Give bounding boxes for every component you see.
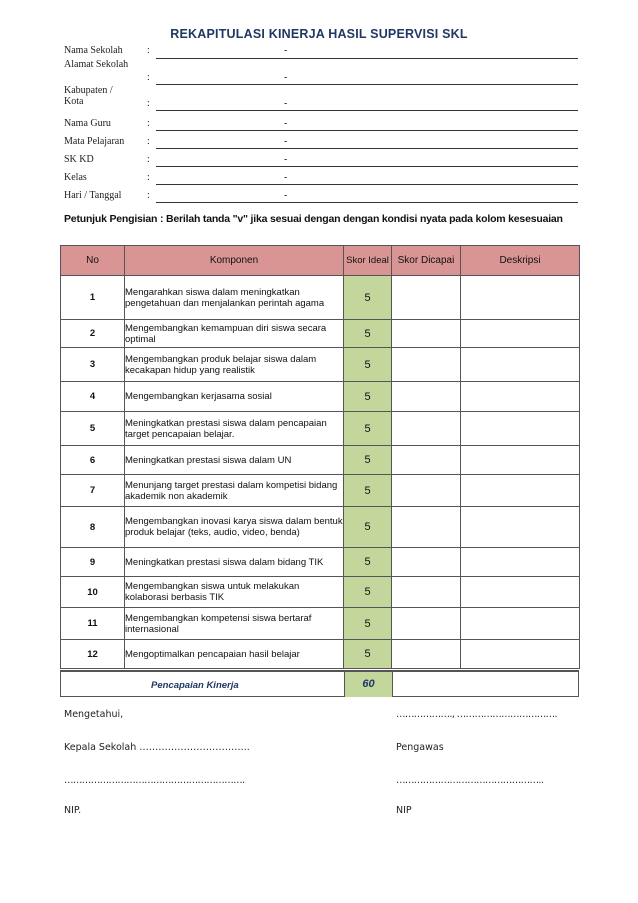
header-deskripsi: Deskripsi xyxy=(461,246,580,276)
row-no: 10 xyxy=(61,577,125,608)
row-komponen: Mengarahkan siswa dalam meningkatkan pengetahuan dan menjalankan perintah agama xyxy=(125,276,344,320)
table-row xyxy=(61,640,580,669)
row-deskripsi-cell[interactable] xyxy=(461,382,580,412)
signature-left-nip: NIP. xyxy=(64,805,82,816)
row-skor-ideal: 5 xyxy=(344,446,392,475)
row-skor-dicapai-cell[interactable] xyxy=(392,608,461,640)
info-colon: : xyxy=(147,190,150,201)
info-value: - xyxy=(284,154,288,165)
info-value: - xyxy=(284,98,288,109)
row-no: 3 xyxy=(61,348,125,382)
row-no: 2 xyxy=(61,320,125,348)
table-header-row xyxy=(61,246,580,276)
row-skor-ideal: 5 xyxy=(344,577,392,608)
row-no: 7 xyxy=(61,475,125,507)
row-no: 8 xyxy=(61,507,125,548)
row-deskripsi-cell[interactable] xyxy=(461,640,580,669)
table-row xyxy=(61,382,580,412)
signature-right-role: Pengawas xyxy=(396,742,444,753)
row-skor-ideal: 5 xyxy=(344,320,392,348)
info-line xyxy=(156,110,578,111)
row-skor-dicapai-cell[interactable] xyxy=(392,348,461,382)
table-row xyxy=(61,507,580,548)
signature-left-role: Kepala Sekolah …………………………….. xyxy=(64,742,250,753)
info-value: - xyxy=(284,136,288,147)
row-komponen: Mengembangkan produk belajar siswa dalam kecakapan hidup yang realistik xyxy=(125,348,344,382)
identity-section xyxy=(64,43,578,201)
supervision-table xyxy=(60,245,580,669)
info-label: Kelas xyxy=(64,172,87,183)
info-label: Nama Sekolah xyxy=(64,45,123,56)
info-row-alamat-sekolah xyxy=(64,59,578,83)
row-skor-ideal: 5 xyxy=(344,507,392,548)
row-komponen: Mengembangkan kompetensi siswa bertaraf internasional xyxy=(125,608,344,640)
row-skor-dicapai-cell[interactable] xyxy=(392,548,461,577)
info-colon: : xyxy=(147,154,150,165)
row-komponen: Mengembangkan siswa untuk melakukan kolaborasi berbasis TIK xyxy=(125,577,344,608)
info-row-nama-sekolah xyxy=(64,43,578,59)
info-colon: : xyxy=(147,118,150,129)
row-skor-dicapai-cell[interactable] xyxy=(392,577,461,608)
row-komponen: Meningkatkan prestasi siswa dalam pencapaian target pencapaian belajar. xyxy=(125,412,344,446)
info-value: - xyxy=(284,45,288,56)
row-deskripsi-cell[interactable] xyxy=(461,412,580,446)
row-no: 12 xyxy=(61,640,125,669)
page-title: REKAPITULASI KINERJA HASIL SUPERVISI SKL xyxy=(170,27,468,41)
row-deskripsi-cell[interactable] xyxy=(461,507,580,548)
row-komponen: Mengembangkan kerjasama sosial xyxy=(125,382,344,412)
row-skor-dicapai-cell[interactable] xyxy=(392,475,461,507)
row-skor-ideal: 5 xyxy=(344,348,392,382)
info-colon: : xyxy=(147,45,150,56)
row-deskripsi-cell[interactable] xyxy=(461,446,580,475)
table-row xyxy=(61,608,580,640)
row-skor-ideal: 5 xyxy=(344,412,392,446)
table-row xyxy=(61,276,580,320)
row-skor-dicapai-cell[interactable] xyxy=(392,320,461,348)
summary-row xyxy=(60,670,579,697)
row-skor-ideal: 5 xyxy=(344,382,392,412)
info-row-hari-tanggal xyxy=(64,185,578,203)
row-skor-ideal: 5 xyxy=(344,608,392,640)
row-no: 9 xyxy=(61,548,125,577)
header-skor-dicapai: Skor Dicapai xyxy=(392,246,461,276)
row-skor-ideal: 5 xyxy=(344,475,392,507)
row-no: 11 xyxy=(61,608,125,640)
info-label: Hari / Tanggal xyxy=(64,190,122,201)
row-komponen: Mengembangkan inovasi karya siswa dalam bentuk produk belajar (teks, audio, video, benda) xyxy=(125,507,344,548)
table-row xyxy=(61,412,580,446)
row-deskripsi-cell[interactable] xyxy=(461,608,580,640)
table-row xyxy=(61,577,580,608)
signature-right-date: ………………., ……………………………. xyxy=(396,709,557,720)
info-colon: : xyxy=(147,72,150,83)
row-deskripsi-cell[interactable] xyxy=(461,348,580,382)
info-row-sk-kd xyxy=(64,149,578,167)
info-row-kelas xyxy=(64,167,578,185)
row-skor-dicapai-cell[interactable] xyxy=(392,382,461,412)
info-label: Nama Guru xyxy=(64,118,111,129)
row-deskripsi-cell[interactable] xyxy=(461,276,580,320)
info-line xyxy=(156,202,578,203)
signature-right-name-line: ………………………………………….. xyxy=(396,775,544,786)
info-value: - xyxy=(284,172,288,183)
signature-right-nip: NIP xyxy=(396,805,412,816)
header-skor-ideal: Skor Ideal xyxy=(344,246,392,276)
row-no: 6 xyxy=(61,446,125,475)
info-row-kabupaten-kota xyxy=(64,85,578,109)
info-label: Alamat Sekolah xyxy=(64,59,129,70)
row-skor-ideal: 5 xyxy=(344,548,392,577)
row-skor-dicapai-cell[interactable] xyxy=(392,507,461,548)
row-skor-ideal: 5 xyxy=(344,276,392,320)
row-skor-dicapai-cell[interactable] xyxy=(392,276,461,320)
row-komponen: Mengoptimalkan pencapaian hasil belajar xyxy=(125,640,344,669)
info-value: - xyxy=(284,72,288,83)
info-label: Mata Pelajaran xyxy=(64,136,125,147)
signature-left-name-line: ……………………………………………………. xyxy=(64,775,245,786)
row-skor-dicapai-cell[interactable] xyxy=(392,446,461,475)
table-row xyxy=(61,548,580,577)
row-komponen: Meningkatkan prestasi siswa dalam UN xyxy=(125,446,344,475)
info-colon: : xyxy=(147,172,150,183)
summary-score: 60 xyxy=(344,672,393,697)
info-value: - xyxy=(284,190,288,201)
row-komponen: Mengembangkan kemampuan diri siswa secara optimal xyxy=(125,320,344,348)
info-value: - xyxy=(284,118,288,129)
table-row xyxy=(61,320,580,348)
table-row xyxy=(61,446,580,475)
summary-label: Pencapaian Kinerja xyxy=(151,680,239,691)
row-skor-ideal: 5 xyxy=(344,640,392,669)
row-deskripsi-cell[interactable] xyxy=(461,577,580,608)
row-skor-dicapai-cell[interactable] xyxy=(392,412,461,446)
signature-left-heading: Mengetahui, xyxy=(64,709,124,720)
row-deskripsi-cell[interactable] xyxy=(461,548,580,577)
row-no: 4 xyxy=(61,382,125,412)
row-komponen: Menunjang target prestasi dalam kompetisi bidang akademik non akademik xyxy=(125,475,344,507)
table-row xyxy=(61,348,580,382)
row-deskripsi-cell[interactable] xyxy=(461,320,580,348)
row-skor-dicapai-cell[interactable] xyxy=(392,640,461,669)
info-label: SK KD xyxy=(64,154,94,165)
table-row xyxy=(61,475,580,507)
info-label: Kabupaten / Kota xyxy=(64,85,113,107)
info-row-nama-guru xyxy=(64,113,578,131)
row-no: 5 xyxy=(61,412,125,446)
row-no: 1 xyxy=(61,276,125,320)
header-no: No xyxy=(61,246,125,276)
instruction-text: Petunjuk Pengisian : Berilah tanda "v" jika sesuai dengan dengan kondisi nyata pada kolom kesesuaian xyxy=(64,213,563,225)
info-colon: : xyxy=(147,136,150,147)
header-komponen: Komponen xyxy=(125,246,344,276)
row-komponen: Meningkatkan prestasi siswa dalam bidang TIK xyxy=(125,548,344,577)
info-colon: : xyxy=(147,98,150,109)
row-deskripsi-cell[interactable] xyxy=(461,475,580,507)
info-row-mata-pelajaran xyxy=(64,131,578,149)
